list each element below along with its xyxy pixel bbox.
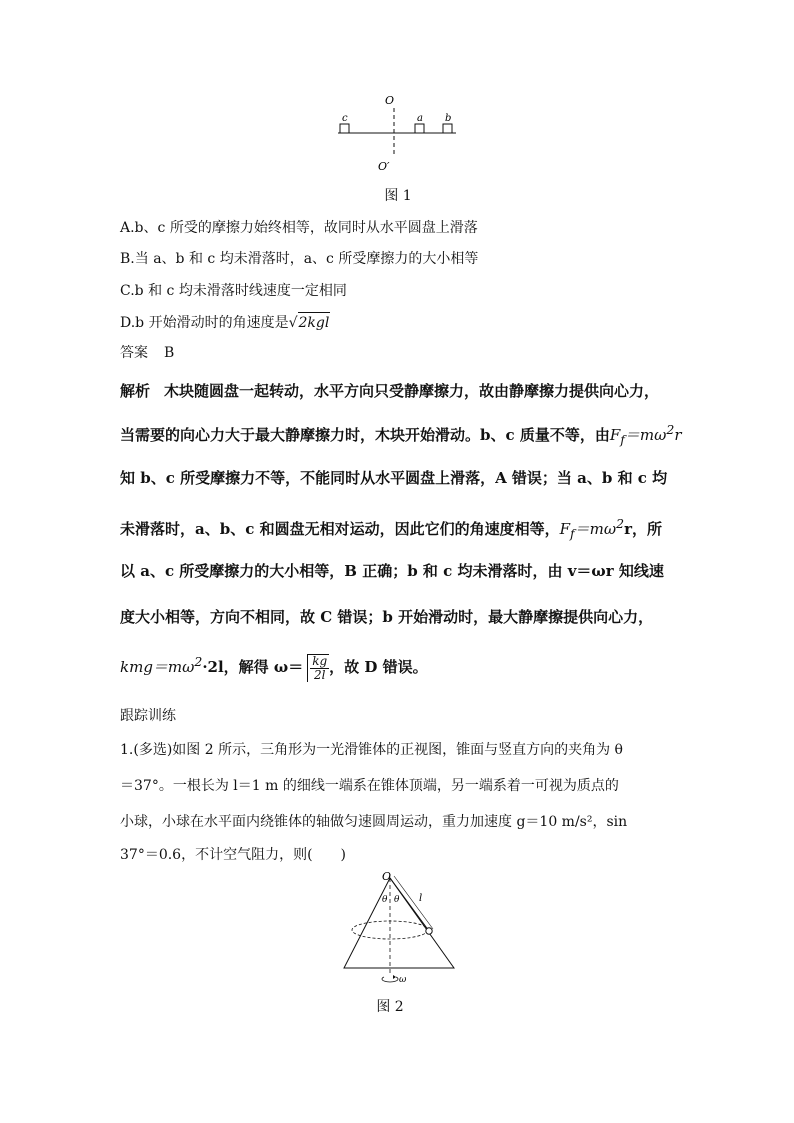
fig2-theta-right: θ xyxy=(394,895,400,905)
formula-r: r xyxy=(674,426,682,444)
formula-kmg-rest: ·2l，解得 ω＝ xyxy=(202,658,304,676)
fig1-label-o-prime: O′ xyxy=(378,160,390,173)
sqrt-fraction xyxy=(307,654,329,682)
question-line-1: 1.(多选)如图 2 所示，三角形为一光滑锥体的正视图，锥面与竖直方向的夹角为 θ xyxy=(120,742,623,758)
explanation-line-1 xyxy=(120,381,676,401)
figure-2-diagram xyxy=(340,868,460,993)
fig2-label-o: O xyxy=(382,870,392,883)
explanation-text-2: 当需要的向心力大于最大静摩擦力时，木块开始滑动。b、c 质量不等，由 xyxy=(120,426,610,444)
formula-r-2: r，所 xyxy=(624,520,662,538)
fraction-numerator: kg xyxy=(312,654,328,668)
fig1-label-a: a xyxy=(417,113,423,124)
rotation-arrowhead xyxy=(393,975,396,979)
formula-eq-2: ＝mω xyxy=(574,520,617,538)
explanation-line-5: 以 a、c 所受摩擦力的大小相等，B 正确；b 和 c 均未滑落时，由 v＝ωr 知线速 xyxy=(120,562,664,580)
explanation-keyword: 解析 xyxy=(120,382,151,400)
fig1-label-o: O xyxy=(385,94,395,107)
option-d-text: D.b 开始滑动时的角速度是 xyxy=(120,315,289,331)
ball xyxy=(426,928,432,934)
fig2-length-label: l xyxy=(419,893,423,904)
explanation-line-3: 知 b、c 所受摩擦力不等，不能同时从水平圆盘上滑落，A 错误；当 a、b 和 c 均 xyxy=(120,469,668,487)
option-b: B.当 a、b 和 c 均未滑落时，a、c 所受摩擦力的大小相等 xyxy=(120,251,479,267)
explanation-line-4 xyxy=(120,514,676,544)
explanation-text-4: 未滑落时，a、b、c 和圆盘无相对运动，因此它们的角速度相等， xyxy=(120,520,560,538)
figure-2-caption: 图 2 xyxy=(376,999,404,1015)
fig1-label-c: c xyxy=(342,113,348,124)
formula-f-sub: f xyxy=(620,432,625,447)
answer-label: 答案 xyxy=(120,345,148,361)
question-line-4: 37°＝0.6，不计空气阻力，则( ) xyxy=(120,847,347,863)
option-d-radicand: 2kgl xyxy=(298,312,331,333)
fig1-block-a xyxy=(415,124,424,133)
formula-eq: ＝mω xyxy=(624,426,667,444)
fraction-denominator: 2l xyxy=(313,668,326,682)
formula-f-2: F xyxy=(559,520,570,538)
fraction xyxy=(310,655,329,682)
fig2-theta-left: θ xyxy=(382,895,388,905)
section-title: 跟踪训练 xyxy=(120,708,176,724)
question-line-3: 小球，小球在水平面内绕锥体的轴做匀速圆周运动，重力加速度 g＝10 m/s²，sin xyxy=(120,814,628,830)
answer-line xyxy=(120,343,174,363)
fig1-block-c xyxy=(340,124,349,133)
explanation-line-7 xyxy=(120,652,676,682)
formula-sup: 2 xyxy=(666,422,675,437)
explanation-text-1: 木块随圆盘一起转动，水平方向只受静摩擦力，故由静摩擦力提供向心力， xyxy=(164,382,660,400)
fig1-label-b: b xyxy=(445,113,452,124)
fig2-omega: ω xyxy=(399,975,407,985)
explanation-line-6: 度大小相等，方向不相同，故 C 错误；b 开始滑动时，最大静摩擦提供向心力， xyxy=(120,608,654,626)
explanation-text-7-end: ，故 D 错误。 xyxy=(329,658,428,676)
cone-outline xyxy=(344,878,454,968)
explanation-line-2 xyxy=(120,420,682,450)
option-a: A.b、c 所受的摩擦力始终相等，故同时从水平圆盘上滑落 xyxy=(120,220,478,236)
formula-f-sub-2: f xyxy=(570,526,575,541)
option-c: C.b 和 c 均未滑落时线速度一定相同 xyxy=(120,283,347,299)
rotation-arrow xyxy=(382,977,398,982)
fig1-block-b xyxy=(443,124,452,133)
formula-sup-2: 2 xyxy=(616,516,625,531)
formula-f: F xyxy=(609,426,621,444)
formula-kmg: kmg＝mω xyxy=(120,658,195,676)
option-d: D.b 开始滑动时的角速度是√2kgl xyxy=(120,312,330,333)
formula-kmg-sup: 2 xyxy=(194,654,203,669)
figure-1-caption: 图 1 xyxy=(384,188,412,204)
figure-1-diagram xyxy=(318,90,478,180)
question-line-2: ＝37°。一根长为 l＝1 m 的细线一端系在锥体顶端，另一端系着一可视为质点的 xyxy=(120,778,619,794)
answer-value: B xyxy=(164,345,175,361)
